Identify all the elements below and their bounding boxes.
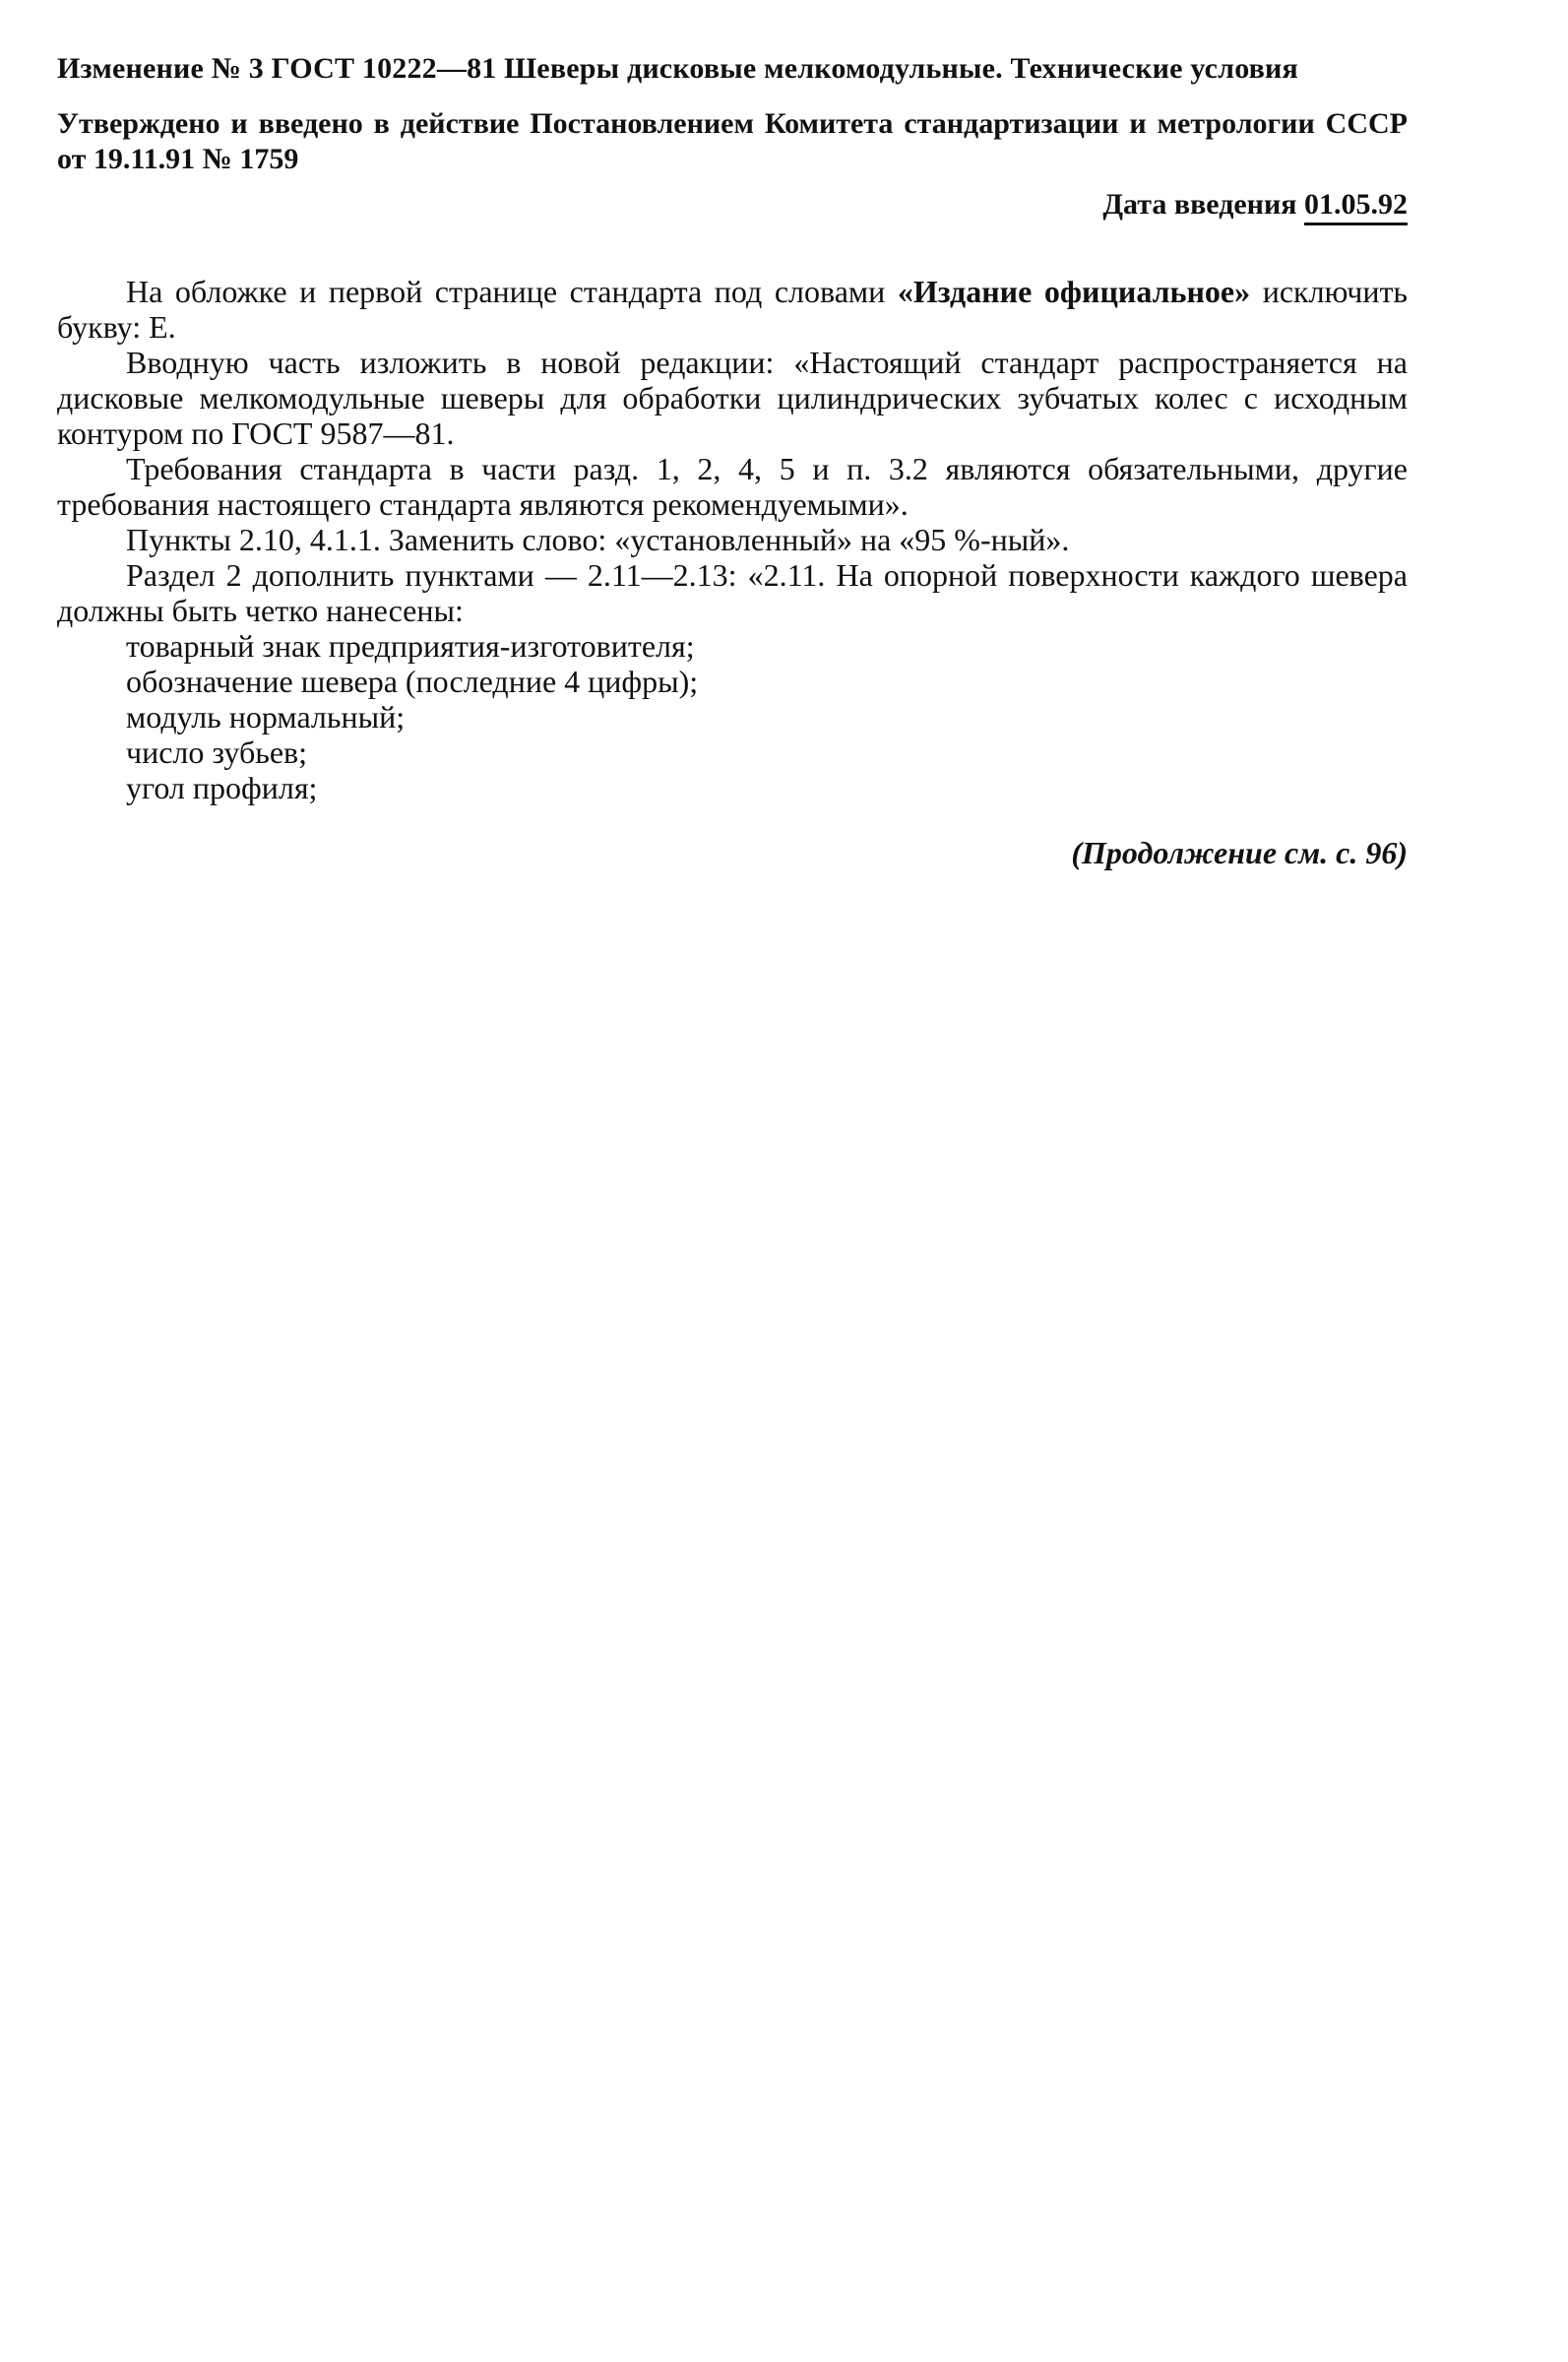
approval-statement: Утверждено и введено в действие Постановлением Комитета стандартизации и метрологии СССР от 19.11.91 № 1759: [57, 107, 1408, 175]
paragraph-intro: Вводную часть изложить в новой редакции: «Настоящий стандарт распространяется на дисковые мелкомодульные шеверы для обработки цилиндрических зубчатых колес с исходным контуром по ГОСТ 9587—81.: [57, 345, 1408, 451]
paragraph-section-2: Раздел 2 дополнить пунктами — 2.11—2.13: «2.11. На опорной поверхности каждого шевера должны быть четко нанесены:: [57, 557, 1408, 628]
effective-date-row: [57, 187, 1408, 223]
list-item: число зубьев;: [126, 734, 308, 770]
continuation-note: (Продолжение см. с. 96): [1071, 835, 1408, 870]
paragraph-clauses: Пункты 2.10, 4.1.1. Заменить слово: «установленный» на «95 %-ный».: [126, 522, 1070, 557]
list-item: обозначение шевера (последние 4 цифры);: [126, 664, 699, 699]
document-title: Изменение № 3 ГОСТ 10222—81 Шеверы дисковые мелкомодульные. Технические условия: [57, 52, 1298, 85]
effective-date-value: 01.05.92: [1304, 188, 1408, 225]
list-item: модуль нормальный;: [126, 699, 406, 734]
list-item: товарный знак предприятия-изготовителя;: [126, 628, 695, 664]
list-item: угол профиля;: [126, 770, 318, 805]
paragraph-cover-text-b: исключить букву: Е.: [57, 274, 1409, 345]
document-page: [57, 51, 1408, 870]
paragraph-cover: [57, 274, 1408, 345]
paragraph-requirements: Требования стандарта в части разд. 1, 2, 4, 5 и п. 3.2 являются обязательными, другие требования настоящего стандарта являются рекомендуемыми».: [57, 451, 1408, 522]
paragraph-cover-bold: «Издание официальное»: [897, 274, 1251, 309]
effective-date-label: Дата введения: [1102, 188, 1297, 221]
document-body: [57, 274, 1408, 805]
paragraph-cover-text-a: На обложке и первой странице стандарта под словами: [126, 274, 898, 309]
